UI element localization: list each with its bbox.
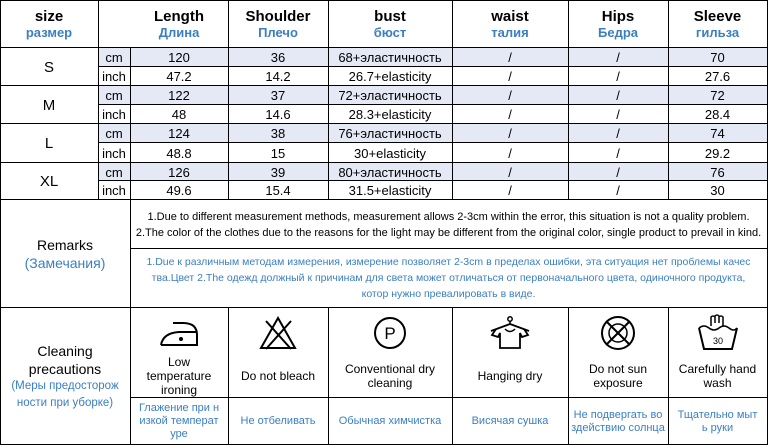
xl-inch-shoulder: 15.4 xyxy=(265,183,291,198)
care-iron-en xyxy=(130,354,228,397)
m-inch-shoulder: 14.6 xyxy=(265,107,291,122)
remarks-note-ru xyxy=(130,253,767,303)
grid-line xyxy=(0,307,768,308)
l-cm-sleeve: 74 xyxy=(710,126,725,141)
grid-line xyxy=(130,48,131,200)
care-dryclean-ru-1: Обычная химчистка xyxy=(338,415,442,427)
header-hips-ru: Бедра xyxy=(598,25,638,40)
remarks-note-en xyxy=(130,207,767,243)
l-inch-bust: 30+elasticity xyxy=(354,145,426,161)
care-hang-ru xyxy=(452,398,568,445)
header-sleeve-ru: гильза xyxy=(695,25,740,40)
remarks-note-ru-3: котор нужно превалировать в виде. xyxy=(361,288,536,300)
m-cm-bust: 72+эластичность xyxy=(338,88,442,103)
xl-cm-waist: / xyxy=(508,164,512,180)
cleaning-label xyxy=(0,308,130,445)
xl-cm-hips: / xyxy=(616,164,620,180)
unit-xl-inch: inch xyxy=(102,183,126,198)
xl-inch-hips: / xyxy=(616,183,620,198)
care-sun-en-1: Do not sun xyxy=(588,361,648,376)
care-sun-en-2: exposure xyxy=(593,375,643,390)
s-inch-sleeve: 27.6 xyxy=(704,69,731,84)
grid-line xyxy=(228,308,229,445)
header-shoulder-en: Shoulder xyxy=(245,8,311,25)
hand-wash-icon xyxy=(668,312,767,354)
unit-xl-cm: cm xyxy=(105,164,123,180)
s-inch-shoulder: 14.2 xyxy=(265,69,291,84)
unit-l-inch: inch xyxy=(102,145,126,161)
care-bleach-en xyxy=(228,354,328,397)
l-cm-hips: / xyxy=(616,126,620,141)
grid-line xyxy=(98,0,99,200)
header-sleeve xyxy=(668,0,767,48)
l-inch-hips: / xyxy=(616,145,620,161)
grid-line xyxy=(568,308,569,445)
s-cm-bust: 68+эластичность xyxy=(338,50,442,65)
care-hand-ru xyxy=(668,398,767,445)
l-cm-shoulder: 38 xyxy=(270,126,286,141)
xl-cm-length: 126 xyxy=(168,164,190,180)
grid-line xyxy=(0,0,1,445)
header-waist xyxy=(452,0,568,48)
no-sun-icon xyxy=(568,312,668,354)
grid-line xyxy=(452,0,453,200)
header-length-ru: Длина xyxy=(158,25,200,40)
care-dryclean-en xyxy=(328,354,452,397)
dry-clean-p-icon xyxy=(328,312,452,354)
m-inch-waist: / xyxy=(508,107,512,122)
m-cm-shoulder: 37 xyxy=(270,88,286,103)
unit-l-cm: cm xyxy=(105,126,123,141)
remarks-label xyxy=(0,200,130,308)
care-hang-en-1: Hanging dry xyxy=(477,368,543,383)
care-bleach-ru-1: Не отбеливать xyxy=(240,415,316,427)
s-cm-length: 120 xyxy=(168,50,190,65)
grid-line xyxy=(130,200,131,445)
grid-line xyxy=(0,85,768,86)
care-iron-en-1: Low xyxy=(167,354,190,369)
header-bust xyxy=(328,0,452,48)
care-hang-en xyxy=(452,354,568,397)
m-cm-length: 122 xyxy=(168,88,190,103)
care-dryclean-ru xyxy=(328,398,452,445)
care-sun-ru-2: здействию солнца xyxy=(571,421,665,434)
grid-line xyxy=(328,0,329,200)
svg-text:P: P xyxy=(384,324,396,343)
unit-s-inch: inch xyxy=(102,69,126,84)
header-bust-ru: бюст xyxy=(373,25,407,40)
grid-line xyxy=(0,199,768,200)
l-inch-length: 48.8 xyxy=(166,145,192,161)
size-label-s: S xyxy=(43,58,54,76)
header-shoulder xyxy=(228,0,328,48)
grid-line xyxy=(452,308,453,445)
grid-line xyxy=(668,0,669,200)
grid-line xyxy=(568,0,569,200)
m-inch-sleeve: 28.4 xyxy=(704,107,731,122)
remarks-note-en-2: 2.The color of the clothes due to the reasons for the light may be different from the original color, single product to prevail in kind. xyxy=(135,227,762,239)
s-inch-length: 47.2 xyxy=(166,69,192,84)
remarks-label-ru: (Замечания) xyxy=(24,255,106,271)
remarks-note-en-1: 1.Due to different measurement methods, measurement allows 2-3cm within the error, this situation is not a quality problem. xyxy=(147,211,750,223)
size-label-l: L xyxy=(44,135,54,152)
grid-line xyxy=(0,162,768,163)
xl-cm-bust: 80+эластичность xyxy=(338,164,442,180)
grid-line xyxy=(130,397,768,398)
grid-line xyxy=(0,123,768,124)
header-size xyxy=(0,0,98,48)
care-iron-ru xyxy=(130,398,228,445)
cleaning-label-ru-2: ности при уборке) xyxy=(16,396,114,409)
s-cm-shoulder: 36 xyxy=(270,50,286,65)
header-sleeve-en: Sleeve xyxy=(693,8,742,25)
care-dryclean-en-1: Conventional dry xyxy=(344,361,436,376)
m-inch-bust: 28.3+elasticity xyxy=(348,107,432,122)
care-iron-ru-3: уре xyxy=(170,428,188,440)
l-inch-shoulder: 15 xyxy=(270,145,286,161)
s-cm-waist: / xyxy=(508,50,512,65)
iron-icon xyxy=(130,312,228,354)
grid-line xyxy=(130,248,768,249)
header-size-ru: размер xyxy=(25,25,73,40)
care-iron-ru-1: Глажение при н xyxy=(138,402,220,414)
header-waist-ru: талия xyxy=(491,25,529,40)
cleaning-label-ru-1: (Меры предосторож xyxy=(11,379,119,392)
care-sun-en xyxy=(568,354,668,397)
m-cm-hips: / xyxy=(616,88,620,103)
header-waist-en: waist xyxy=(491,8,529,25)
care-hand-ru-1: Тщательно мыт xyxy=(677,408,758,421)
hanging-dry-icon xyxy=(452,312,568,354)
size-label-xl: XL xyxy=(39,173,59,190)
xl-inch-sleeve: 30 xyxy=(710,183,725,198)
unit-m-inch: inch xyxy=(102,107,126,122)
care-iron-en-3: ironing xyxy=(160,382,198,397)
header-size-en: size xyxy=(34,8,64,25)
remarks-note-ru-2: тва.Цвет 2.The одежд должный к причинам для света может отличаться от первоначального цвета, одиночного продукта, xyxy=(151,272,746,284)
xl-inch-waist: / xyxy=(508,183,512,198)
s-inch-hips: / xyxy=(616,69,620,84)
care-iron-ru-2: изкой температ xyxy=(139,415,219,427)
l-cm-length: 124 xyxy=(168,126,190,141)
size-label-m: M xyxy=(42,96,56,114)
m-inch-length: 48 xyxy=(171,107,187,122)
m-inch-hips: / xyxy=(616,107,620,122)
l-cm-waist: / xyxy=(508,126,512,141)
l-cm-bust: 76+эластичность xyxy=(338,126,442,141)
remarks-note-ru-1: 1.Due к различным методам измерения, измерение позволяет 2-3cm в пределах ошибки, эта ситуация нет проблемы качес xyxy=(146,256,751,268)
m-cm-sleeve: 72 xyxy=(710,88,725,103)
header-hips-en: Hips xyxy=(601,8,635,25)
care-hand-ru-2: ь руки xyxy=(701,421,734,434)
s-inch-waist: / xyxy=(508,69,512,84)
grid-line xyxy=(0,0,768,1)
header-shoulder-ru: Плечо xyxy=(258,25,298,40)
grid-line xyxy=(328,308,329,445)
remarks-label-en: Remarks xyxy=(36,237,93,253)
care-sun-ru-1: Не подвергать во xyxy=(573,408,663,421)
care-sun-ru xyxy=(568,398,668,445)
grid-line xyxy=(668,308,669,445)
s-cm-sleeve: 70 xyxy=(710,50,725,65)
care-hand-en-1: Carefully hand xyxy=(678,361,757,376)
xl-inch-bust: 31.5+elasticity xyxy=(348,183,432,198)
care-iron-en-2: temperature xyxy=(146,368,212,383)
header-length-en: Length xyxy=(154,8,204,25)
care-dryclean-en-2: cleaning xyxy=(367,375,413,390)
xl-inch-length: 49.6 xyxy=(166,183,192,198)
header-bust-en: bust xyxy=(374,8,406,25)
s-inch-bust: 26.7+elasticity xyxy=(348,69,432,84)
svg-text:30: 30 xyxy=(712,336,723,346)
cleaning-label-en-2: precautions xyxy=(28,360,102,377)
care-bleach-ru xyxy=(228,398,328,445)
grid-line xyxy=(228,0,229,200)
xl-cm-sleeve: 76 xyxy=(710,164,725,180)
grid-line xyxy=(0,47,768,48)
unit-s-cm: cm xyxy=(105,50,123,65)
m-cm-waist: / xyxy=(508,88,512,103)
header-hips xyxy=(568,0,668,48)
s-cm-hips: / xyxy=(616,50,620,65)
l-inch-sleeve: 29.2 xyxy=(704,145,731,161)
no-bleach-icon xyxy=(228,312,328,354)
xl-cm-shoulder: 39 xyxy=(270,164,286,180)
care-hand-en xyxy=(668,354,767,397)
unit-m-cm: cm xyxy=(105,88,123,103)
care-hand-en-2: wash xyxy=(703,375,732,390)
cleaning-label-en-1: Cleaning xyxy=(37,342,93,359)
l-inch-waist: / xyxy=(508,145,512,161)
care-bleach-en-1: Do not bleach xyxy=(240,368,316,383)
care-hang-ru-1: Висячая сушка xyxy=(471,415,549,427)
header-length xyxy=(130,0,228,48)
